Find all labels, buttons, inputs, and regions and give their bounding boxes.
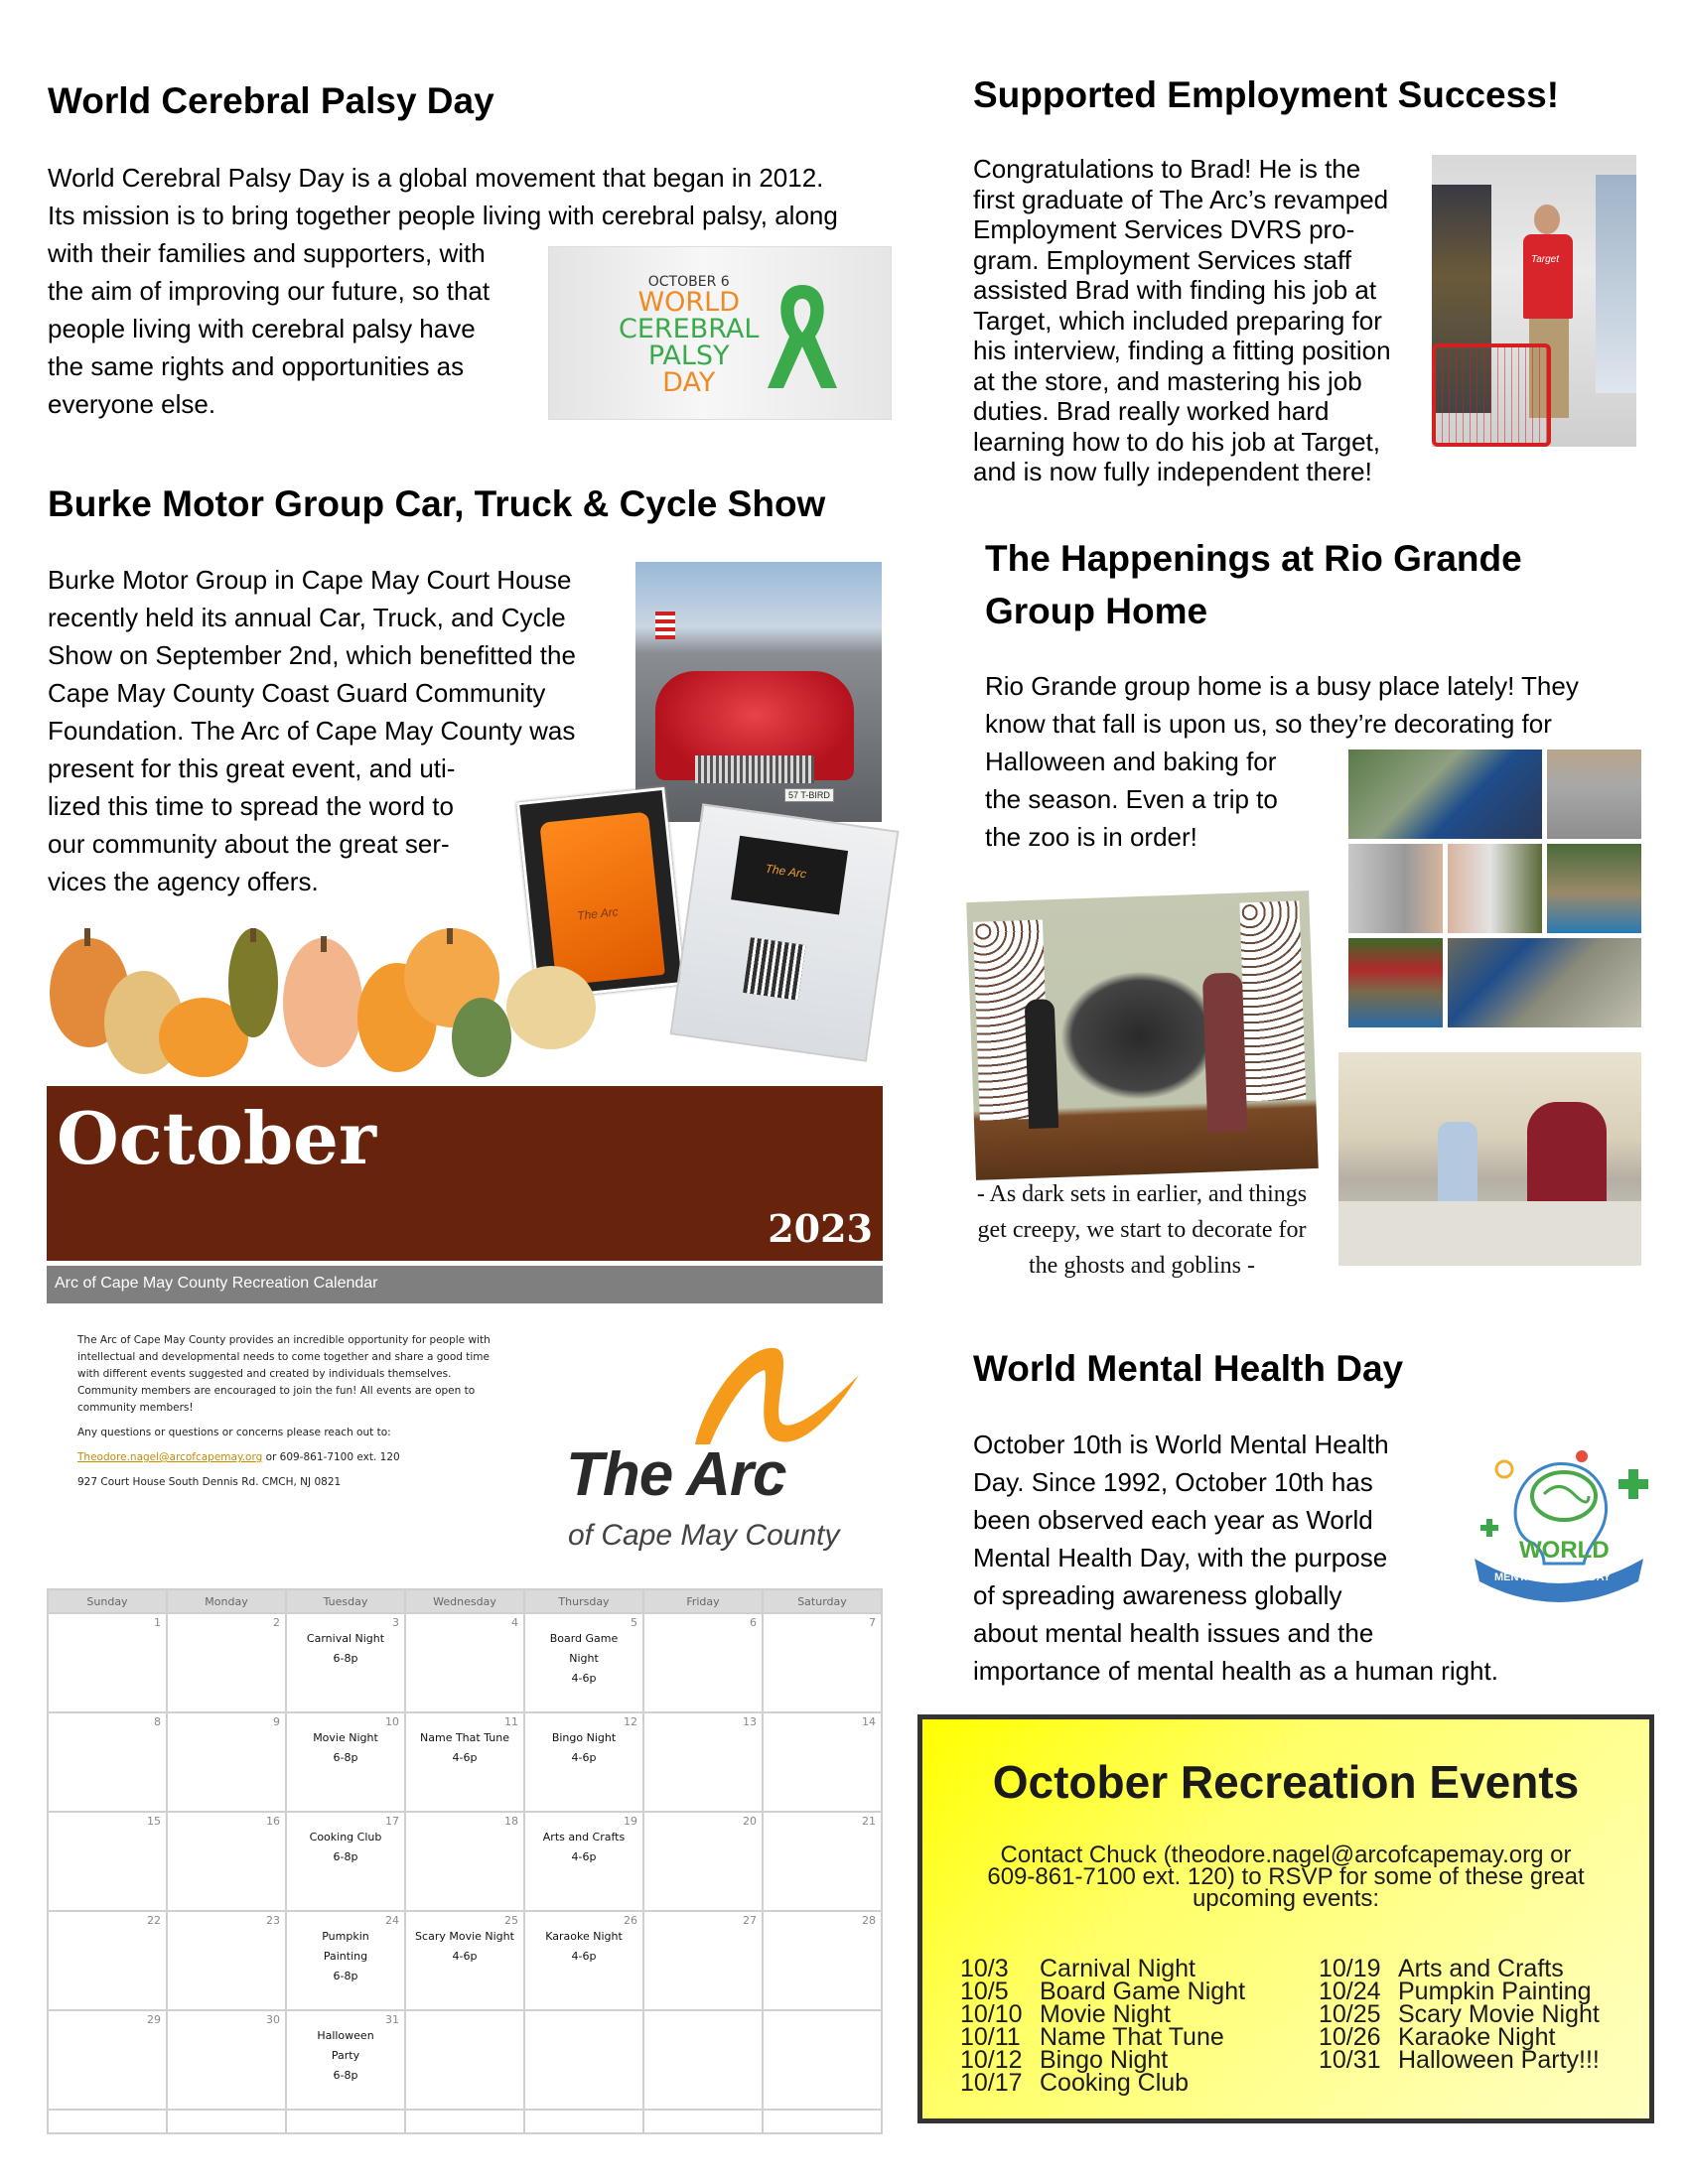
- text-line: Mental Health Day, with the purpose: [973, 1543, 1388, 1572]
- event-name: Cooking Club: [1040, 2069, 1190, 2097]
- day-number: 2: [273, 1616, 280, 1629]
- day-number: 6: [750, 1616, 757, 1629]
- calendar-day-empty[interactable]: [167, 2110, 286, 2133]
- day-number: 7: [869, 1616, 876, 1629]
- calendar-day-empty[interactable]: [763, 2110, 882, 2133]
- day-number: 16: [266, 1815, 280, 1828]
- caption-line: the ghosts and goblins -: [1029, 1253, 1255, 1279]
- calendar-day-22[interactable]: [48, 1911, 167, 2010]
- day-number: 9: [273, 1715, 280, 1728]
- calendar-day-1[interactable]: [48, 1613, 167, 1712]
- contact-line: Contact Chuck (theodore.nagel@arcofcapemay.org or: [1000, 1842, 1572, 1868]
- calendar-week-row: [48, 1911, 882, 2010]
- person-head: [1534, 205, 1560, 234]
- event-date: 10/3: [960, 1955, 1009, 1982]
- calendar-day-empty[interactable]: [405, 2010, 524, 2110]
- burke-heading: Burke Motor Group Car, Truck & Cycle Show: [48, 483, 826, 524]
- mental-health-heading: World Mental Health Day: [973, 1348, 1404, 1389]
- calendar-day-9[interactable]: [167, 1712, 286, 1812]
- calendar-event-text: 6-8p: [333, 2069, 358, 2082]
- day-number: [644, 2011, 762, 2013]
- day-number: 20: [743, 1815, 757, 1828]
- event-name: Pumpkin Painting: [1398, 1978, 1592, 2005]
- text-line: the aim of improving our future, so that: [48, 276, 491, 306]
- calendar-week-row: [48, 2110, 882, 2133]
- text-line: Target, which included preparing for: [973, 305, 1382, 336]
- calendar-day-25[interactable]: [405, 1911, 524, 2010]
- calendar-day-4[interactable]: [405, 1613, 524, 1712]
- calendar-event-text: 4-6p: [571, 1850, 597, 1863]
- calendar-day-empty[interactable]: [643, 2110, 763, 2133]
- contact-phone: or 609-861-7100 ext. 120: [262, 1451, 400, 1463]
- day-number: [525, 2011, 642, 2013]
- calendar-event-text: 4-6p: [571, 1751, 597, 1764]
- zoo-bench-photo: [1547, 844, 1641, 933]
- day-number: 29: [147, 2013, 161, 2026]
- car-grille: [695, 755, 814, 783]
- text-line: Day. Since 1992, October 10th has: [973, 1467, 1373, 1497]
- event-name: Arts and Crafts: [1398, 1955, 1564, 1982]
- text-line: learning how to do his job at Target,: [973, 426, 1381, 457]
- cp-cerebral: CEREBRAL: [619, 314, 760, 344]
- calendar-event-text: Pumpkin: [322, 1930, 369, 1943]
- text-line: Congratulations to Brad! He is the: [973, 154, 1361, 184]
- calendar-day-14[interactable]: [763, 1712, 882, 1812]
- day-number: 14: [862, 1715, 876, 1728]
- event-name: Halloween Party!!!: [1398, 2046, 1600, 2074]
- day-number: 11: [504, 1715, 518, 1728]
- text-line: and is now fully independent there!: [973, 457, 1372, 486]
- person-red-shirt: [1523, 234, 1573, 319]
- text-line: gram. Employment Services staff: [973, 244, 1351, 275]
- text-line: Burke Motor Group in Cape May Court House: [48, 565, 572, 595]
- zoo-path-photo: [1547, 750, 1641, 839]
- calendar-day-20[interactable]: [643, 1812, 763, 1911]
- calendar-day-27[interactable]: [643, 1911, 763, 2010]
- calendar-event-text: 4-6p: [452, 1950, 478, 1963]
- day-number: 28: [862, 1914, 876, 1927]
- calendar-grid: [47, 1588, 883, 2134]
- cp-image-text: [619, 275, 759, 396]
- calendar-day-empty[interactable]: [643, 2010, 763, 2110]
- employment-body: [973, 154, 1430, 487]
- calendar-day-28[interactable]: [763, 1911, 882, 2010]
- recreation-events-right-column: [1319, 1955, 1600, 2074]
- employment-heading: Supported Employment Success!: [973, 74, 1560, 115]
- text-line: Foundation. The Arc of Cape May County was: [48, 716, 576, 746]
- calendar-weeks: [48, 1613, 882, 2133]
- car-license-plate: 57 T-BIRD: [784, 788, 834, 802]
- caption-line: get creepy, we start to decorate for: [977, 1217, 1307, 1243]
- sign-logo-text: The Arc: [764, 861, 807, 882]
- calendar-day-empty[interactable]: [48, 2110, 167, 2133]
- contact-email-link[interactable]: Theodore.nagel@arcofcapemay.org: [77, 1451, 263, 1463]
- calendar-event-text: 4-6p: [571, 1950, 597, 1963]
- weekday-saturday: Saturday: [763, 1589, 882, 1613]
- weekday-tuesday: Tuesday: [286, 1589, 405, 1613]
- calendar-event-text: 6-8p: [333, 1850, 358, 1863]
- calendar-day-11[interactable]: [405, 1712, 524, 1812]
- bag-logo-text: The Arc: [576, 904, 620, 923]
- arc-swoosh-icon: [665, 1340, 864, 1449]
- text-line: Employment Services DVRS pro-: [973, 214, 1355, 244]
- rio-grande-caption: [973, 1176, 1311, 1284]
- red-car-photo: [635, 562, 882, 822]
- qr-code-icon: [743, 937, 805, 1000]
- calendar-event-text: Cooking Club: [309, 1831, 382, 1843]
- kitchen-baking-photo: [1338, 1052, 1641, 1266]
- event-date: 10/31: [1319, 2046, 1381, 2074]
- calendar-event-text: Painting: [323, 1950, 368, 1963]
- recreation-event-item: [1319, 2046, 1600, 2074]
- calendar-week-row: [48, 1712, 882, 1812]
- arc-sign-qr-photo: [670, 803, 900, 1062]
- badge-banner-text: MENTAL HEALTH DAY: [1494, 1571, 1611, 1583]
- text-line: vices the agency offers.: [48, 867, 319, 896]
- calendar-day-5[interactable]: [524, 1613, 643, 1712]
- day-number: 24: [385, 1914, 399, 1927]
- text-line: World Cerebral Palsy Day is a global movement that began in 2012.: [48, 163, 824, 193]
- ghost-decoration: [1058, 968, 1221, 1103]
- weekday-sunday: Sunday: [48, 1589, 167, 1613]
- calendar-day-8[interactable]: [48, 1712, 167, 1812]
- day-number: [406, 2011, 523, 2013]
- text-line: with their families and supporters, with: [48, 238, 486, 268]
- day-number: [406, 2111, 523, 2113]
- calendar-event-text: Party: [331, 2049, 360, 2062]
- calendar-event-text: Night: [569, 1652, 599, 1665]
- event-name: Movie Night: [1040, 2000, 1171, 2028]
- event-name: Board Game Night: [1040, 1978, 1246, 2005]
- calendar-event-text: 6-8p: [333, 1970, 358, 1982]
- calendar-day-18[interactable]: [405, 1812, 524, 1911]
- zoo-cage-photo: [1348, 844, 1443, 933]
- calendar-day-7[interactable]: [763, 1613, 882, 1712]
- day-number: [764, 2011, 881, 2013]
- calendar-day-12[interactable]: [524, 1712, 643, 1812]
- day-number: 25: [504, 1914, 518, 1927]
- text-line: his interview, finding a fitting position: [973, 336, 1391, 365]
- day-number: 30: [266, 2013, 280, 2026]
- calendar-day-13[interactable]: [643, 1712, 763, 1812]
- day-number: [764, 2111, 881, 2113]
- day-number: 15: [147, 1815, 161, 1828]
- event-date: 10/17: [960, 2069, 1023, 2097]
- calendar-event-text: Scary Movie Night: [415, 1930, 514, 1943]
- event-date: 10/24: [1319, 1978, 1381, 2005]
- target-shirt-logo: Target: [1531, 254, 1559, 265]
- day-number: 19: [624, 1815, 637, 1828]
- text-line: Its mission is to bring together people living with cerebral palsy, along: [48, 201, 838, 230]
- pumpkins-icon: [45, 928, 601, 1077]
- green-ribbon-icon: [758, 277, 847, 396]
- day-number: 23: [266, 1914, 280, 1927]
- calendar-event-text: Movie Night: [313, 1731, 378, 1744]
- text-line: Cape May County Coast Guard Community: [48, 678, 546, 708]
- day-number: [168, 2111, 285, 2113]
- calendar-week-row: [48, 1613, 882, 1712]
- recreation-event-item: [960, 2069, 1245, 2097]
- calendar-day-19[interactable]: [524, 1812, 643, 1911]
- cerebral-palsy-heading: World Cerebral Palsy Day: [48, 80, 494, 121]
- recreation-events-contact: [922, 1844, 1649, 1910]
- halloween-decorating-photo: [966, 890, 1319, 1180]
- calendar-event-text: 6-8p: [333, 1652, 358, 1665]
- calendar-day-empty[interactable]: [763, 2010, 882, 2110]
- event-name: Carnival Night: [1040, 1955, 1196, 1982]
- day-number: 1: [154, 1616, 161, 1629]
- text-line: assisted Brad with finding his job at: [973, 275, 1377, 305]
- calendar-day-empty[interactable]: [286, 2110, 405, 2133]
- intro-line: The Arc of Cape May County provides an incredible opportunity for people with: [77, 1334, 491, 1346]
- calendar-week-row: [48, 1812, 882, 1911]
- text-line: Show on September 2nd, which benefitted the: [48, 640, 576, 670]
- calendar-day-21[interactable]: [763, 1812, 882, 1911]
- rio-grande-heading: [985, 532, 1522, 637]
- day-number: 21: [862, 1815, 876, 1828]
- event-date: 10/11: [960, 2023, 1021, 2051]
- text-line: importance of mental health as a human right.: [973, 1656, 1498, 1686]
- calendar-weekday-row: [48, 1589, 882, 1613]
- person-left: [1025, 999, 1059, 1129]
- calendar-banner: [47, 1086, 883, 1261]
- event-name: Name That Tune: [1040, 2023, 1224, 2051]
- text-line: recently held its annual Car, Truck, and Cycle: [48, 603, 566, 632]
- calendar-event-text: 6-8p: [333, 1751, 358, 1764]
- cp-day: DAY: [662, 367, 716, 398]
- day-number: 12: [624, 1715, 637, 1728]
- weekday-friday: Friday: [643, 1589, 763, 1613]
- calendar-contact: [77, 1449, 554, 1466]
- calendar-event-text: Board Game: [549, 1632, 619, 1645]
- calendar-day-31[interactable]: [286, 2010, 405, 2110]
- weekday-thursday: Thursday: [524, 1589, 643, 1613]
- recreation-events-title: October Recreation Events: [992, 1756, 1580, 1808]
- person-right: [1202, 972, 1248, 1132]
- intro-line: community members!: [77, 1402, 194, 1414]
- text-line: lized this time to spread the word to: [48, 791, 454, 821]
- event-date: 10/12: [960, 2046, 1023, 2074]
- day-number: 27: [743, 1914, 757, 1927]
- text-line: Halloween and baking for: [985, 747, 1277, 776]
- recreation-events-left-column: [960, 1955, 1246, 2097]
- calendar-day-29[interactable]: [48, 2010, 167, 2110]
- day-number: 4: [511, 1616, 518, 1629]
- day-number: [49, 2111, 166, 2113]
- event-date: 10/25: [1319, 2000, 1381, 2028]
- text-line: Rio Grande group home is a busy place lately! They: [985, 671, 1579, 701]
- day-number: 13: [743, 1715, 757, 1728]
- text-line: of spreading awareness globally: [973, 1580, 1342, 1610]
- sign-logo-panel: [731, 836, 848, 915]
- cerebral-palsy-day-image: [548, 246, 892, 420]
- text-line: at the store, and mastering his job: [973, 365, 1362, 396]
- text-line: the zoo is in order!: [985, 822, 1197, 852]
- cp-date: OCTOBER 6: [647, 274, 730, 290]
- day-number: 26: [624, 1914, 637, 1927]
- day-number: 3: [392, 1616, 399, 1629]
- arc-logo-main: The Arc: [566, 1440, 786, 1509]
- cp-palsy: PALSY: [647, 341, 730, 371]
- event-date: 10/19: [1319, 1955, 1381, 1982]
- day-number: 31: [385, 2013, 399, 2026]
- event-date: 10/10: [960, 2000, 1023, 2028]
- calendar-event-text: Karaoke Night: [545, 1930, 623, 1943]
- calendar-day-empty[interactable]: [524, 2010, 643, 2110]
- event-name: Karaoke Night: [1398, 2023, 1556, 2051]
- heading-line: Group Home: [985, 591, 1208, 631]
- event-date: 10/5: [960, 1978, 1009, 2005]
- peacock-fence-photo: [1448, 938, 1641, 1027]
- calendar-event-text: 4-6p: [571, 1672, 597, 1685]
- calendar-day-26[interactable]: [524, 1911, 643, 2010]
- calendar-day-24[interactable]: [286, 1911, 405, 2010]
- text-line: first graduate of The Arc’s revamped: [973, 184, 1389, 214]
- calendar-day-2[interactable]: [167, 1613, 286, 1712]
- day-number: 8: [154, 1715, 161, 1728]
- zoo-barn-photo: [1348, 938, 1443, 1027]
- calendar-event-text: 4-6p: [452, 1751, 478, 1764]
- brad-target-photo: [1432, 155, 1636, 447]
- text-line: people living with cerebral palsy have: [48, 314, 476, 343]
- calendar-day-6[interactable]: [643, 1613, 763, 1712]
- calendar-address: 927 Court House South Dennis Rd. CMCH, NJ 0821: [77, 1476, 342, 1488]
- mental-health-badge: [1465, 1434, 1653, 1603]
- kitchen-counter: [1338, 1201, 1641, 1266]
- day-number: 17: [385, 1815, 399, 1828]
- calendar-week-row: [48, 2010, 882, 2110]
- intro-line: Community members are encouraged to join the fun! All events are open to: [77, 1385, 476, 1397]
- text-line: the season. Even a trip to: [985, 784, 1278, 814]
- calendar-month: October: [57, 1096, 376, 1180]
- calendar-day-15[interactable]: [48, 1812, 167, 1911]
- day-number: [644, 2111, 762, 2113]
- cp-world: WORLD: [637, 287, 740, 318]
- event-name: Bingo Night: [1040, 2046, 1169, 2074]
- contact-line: 609-861-7100 ext. 120) to RSVP for some of these great: [987, 1863, 1585, 1890]
- calendar-event-text: Carnival Night: [306, 1632, 385, 1645]
- peacock-photo: [1348, 750, 1542, 839]
- calendar-intro: [77, 1332, 554, 1491]
- arc-logo-sub: of Cape May County: [568, 1519, 840, 1552]
- american-flag: [655, 612, 675, 639]
- text-line: the same rights and opportunities as: [48, 351, 465, 381]
- text-line: been observed each year as World: [973, 1505, 1373, 1535]
- calendar-event-text: Bingo Night: [551, 1731, 617, 1744]
- text-line: everyone else.: [48, 389, 216, 419]
- calendar-year: 2023: [768, 1206, 873, 1251]
- day-number: [525, 2111, 642, 2113]
- text-line: October 10th is World Mental Health: [973, 1430, 1389, 1459]
- text-line: our community about the great ser-: [48, 829, 450, 859]
- weekday-monday: Monday: [167, 1589, 286, 1613]
- calendar-day-30[interactable]: [167, 2010, 286, 2110]
- day-number: 18: [504, 1815, 518, 1828]
- event-name: Scary Movie Night: [1398, 2000, 1600, 2028]
- zoo-visitor-photo: [1448, 844, 1542, 933]
- calendar-day-23[interactable]: [167, 1911, 286, 2010]
- calendar-day-empty[interactable]: [524, 2110, 643, 2133]
- contact-line: upcoming events:: [1192, 1885, 1380, 1912]
- intro-line: intellectual and developmental needs to come together and share a good time: [77, 1351, 490, 1363]
- calendar-questions: Any questions or questions or concerns please reach out to:: [77, 1427, 391, 1438]
- heading-line: The Happenings at Rio Grande: [985, 538, 1522, 579]
- calendar-day-16[interactable]: [167, 1812, 286, 1911]
- calendar-day-10[interactable]: [286, 1712, 405, 1812]
- day-number: [287, 2111, 404, 2113]
- caption-line: - As dark sets in earlier, and things: [976, 1181, 1308, 1207]
- text-line: about mental health issues and the: [973, 1618, 1374, 1648]
- badge-world-text: WORLD: [1519, 1537, 1610, 1564]
- event-date: 10/26: [1319, 2023, 1381, 2051]
- curtain-right: [1239, 900, 1306, 1101]
- calendar-day-17[interactable]: [286, 1812, 405, 1911]
- intro-line: with different events suggested and created by individuals themselves.: [77, 1368, 452, 1380]
- text-line: duties. Brad really worked hard: [973, 396, 1330, 426]
- calendar-subtitle: Arc of Cape May County Recreation Calendar: [47, 1266, 883, 1303]
- shopping-cart: [1432, 343, 1551, 447]
- pumpkins-decoration: [45, 928, 601, 1077]
- day-number: 10: [385, 1715, 399, 1728]
- arc-logo: [566, 1340, 884, 1564]
- calendar-event-text: Name That Tune: [420, 1731, 509, 1744]
- text-line: know that fall is upon us, so they’re decorating for: [985, 709, 1552, 739]
- calendar-day-empty[interactable]: [405, 2110, 524, 2133]
- weekday-wednesday: Wednesday: [405, 1589, 524, 1613]
- store-shelves-right: [1596, 175, 1636, 393]
- day-number: 22: [147, 1914, 161, 1927]
- calendar-day-3[interactable]: [286, 1613, 405, 1712]
- calendar-event-text: Arts and Crafts: [542, 1831, 626, 1843]
- text-line: present for this great event, and uti-: [48, 753, 456, 783]
- day-number: 5: [631, 1616, 637, 1629]
- calendar-event-text: Halloween: [317, 2029, 374, 2042]
- recreation-events-box: [917, 1714, 1654, 2123]
